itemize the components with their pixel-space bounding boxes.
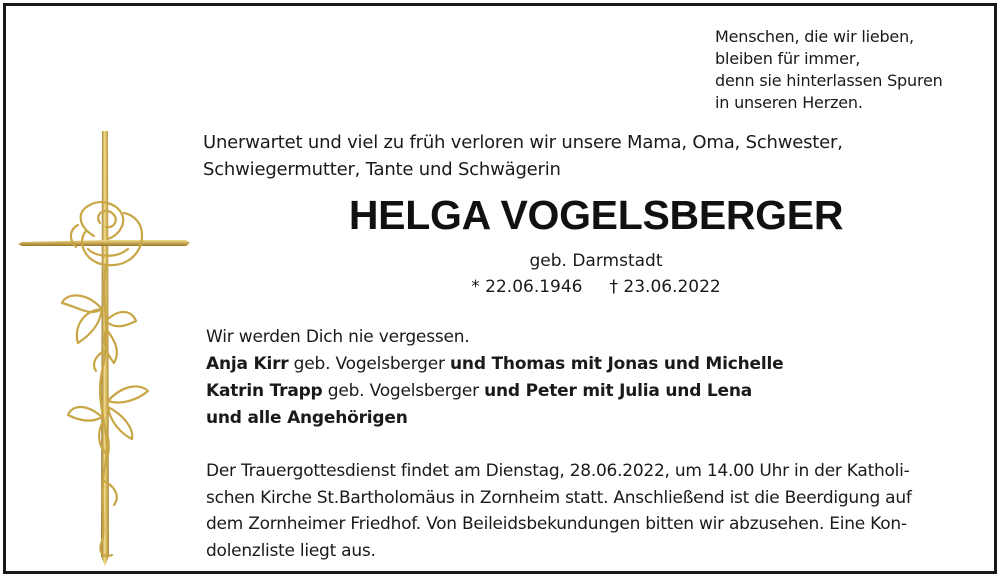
mourner-name: Katrin Trapp bbox=[206, 381, 323, 401]
deceased-name: HELGA VOGELSBERGER bbox=[348, 192, 844, 238]
mourners-lead: Wir werden Dich nie vergessen. bbox=[206, 327, 470, 347]
service-line: dem Zornheimer Friedhof. Von Beileidsbekundungen bitten wir abzusehen. Eine Kon- bbox=[206, 514, 907, 534]
cross-with-rose-icon bbox=[16, 131, 196, 566]
mourner-nee: geb. Vogelsberger bbox=[288, 354, 451, 374]
intro-line: Unerwartet und viel zu früh verloren wir unsere Mama, Oma, Schwester, bbox=[203, 132, 843, 153]
obituary-notice bbox=[3, 3, 997, 574]
birth-name: geb. Darmstadt bbox=[529, 251, 663, 271]
mourners-block bbox=[206, 324, 906, 432]
intro-text bbox=[203, 129, 903, 183]
mourner-family: und Peter mit Julia und Lena bbox=[484, 381, 753, 401]
mourner-line bbox=[206, 351, 906, 378]
mourner-family: und Thomas mit Jonas und Michelle bbox=[450, 354, 784, 374]
life-dates: * 22.06.1946 † 23.06.2022 bbox=[471, 277, 721, 297]
poem-line: denn sie hinterlassen Spuren bbox=[715, 71, 943, 90]
poem-line: Menschen, die wir lieben, bbox=[715, 27, 914, 46]
service-line: schen Kirche St.Bartholomäus in Zornheim statt. Anschließend ist die Beerdigung auf bbox=[206, 487, 912, 508]
service-line: Der Trauergottesdienst findet am Dienstag, 28.06.2022, um 14.00 Uhr in der Katholi- bbox=[206, 461, 910, 481]
poem-line: in unseren Herzen. bbox=[715, 93, 863, 112]
mourner-name: Anja Kirr bbox=[206, 354, 289, 374]
mourner-line bbox=[206, 378, 906, 405]
service-line: dolenzliste liegt aus. bbox=[206, 540, 376, 561]
mourner-nee: geb. Vogelsberger bbox=[322, 381, 485, 401]
poem-line: bleiben für immer, bbox=[715, 49, 861, 68]
intro-line: Schwiegermutter, Tante und Schwägerin bbox=[203, 159, 561, 180]
mourner-relatives: und alle Angehörigen bbox=[206, 408, 408, 428]
service-info bbox=[206, 458, 981, 564]
poem bbox=[715, 26, 943, 114]
